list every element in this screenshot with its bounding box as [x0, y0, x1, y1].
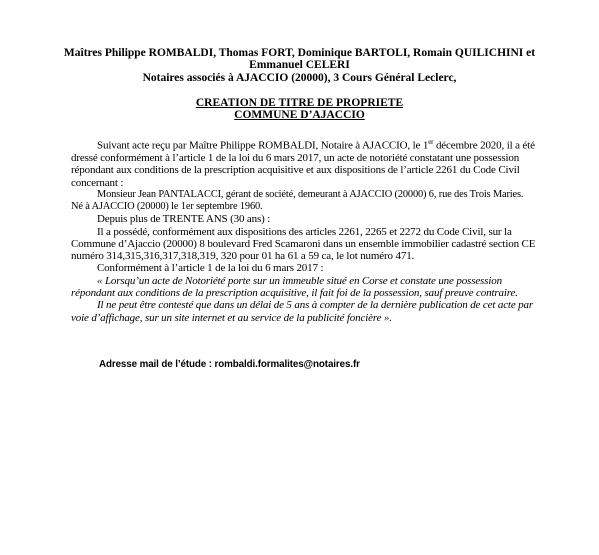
notice-title	[60, 97, 539, 122]
ordinal-superscript: er	[428, 138, 434, 146]
header-line-3: Notaires associés à AJACCIO (20000), 3 Cours Général Leclerc,	[142, 71, 457, 84]
notaries-header	[60, 47, 539, 84]
office-email: Adresse mail de l’étude : rombaldi.formalites@notaires.fr	[99, 359, 360, 370]
title-line-2: COMMUNE D’AJACCIO	[234, 109, 365, 122]
title-line-1: CREATION DE TITRE DE PROPRIETE	[195, 97, 404, 109]
paragraph-contest-period: Il ne peut être contesté que dans un délai de 5 ans à compter de la dernière publication de cet acte par voie d’affichage, sur un site internet et au service de la publicité foncière ».	[71, 299, 533, 324]
paragraph-property: Il a possédé, conformément aux dispositions des articles 2261, 2265 et 2272 du Code Civil, sur la Commune d’Ajaccio (20000) 8 boulevard Fred Scamaroni dans un ensemble immobilier cadastré section CE numéro 314,315,316,317,318,319, 320 pour 01 ha 61 a 59 ca, le lot numéro 471.	[71, 225, 536, 263]
paragraph-law-quote: « Lorsqu’un acte de Notoriété porte sur un immeuble situé en Corse et constate une possession répondant aux conditions de la prescription acquisitive, il fait foi de la possession, sauf preuve contraire.	[71, 274, 518, 300]
header-line-1: Maîtres Philippe ROMBALDI, Thomas FORT, Dominique BARTOLI, Romain QUILICHINI et	[63, 47, 536, 59]
paragraph-law-reference: Conformément à l’article 1 de la loi du 6 mars 2017 :	[97, 262, 324, 275]
paragraph-duration: Depuis plus de TRENTE ANS (30 ans) :	[97, 213, 271, 226]
header-line-2: Emmanuel CELERI	[249, 59, 350, 72]
paragraph-deed: Suivant acte reçu par Maître Philippe ROMBALDI, Notaire à AJACCIO, le 1er décembre 2020, il a été dressé conformément à l’article 1 de la loi du 6 mars 2017, un acte de notoriété constatant une possession répondant aux conditions de la prescription acquisitive et aux dispositions de l’article 2261 du Code Civil concernant :	[71, 138, 535, 189]
notice-body	[71, 136, 537, 324]
paragraph-owner: Monsieur Jean PANTALACCI, gérant de société, demeurant à AJACCIO (20000) 6, rue des Trois Maries. Né à AJACCIO (20000) le 1er septembre 1960.	[71, 188, 524, 213]
